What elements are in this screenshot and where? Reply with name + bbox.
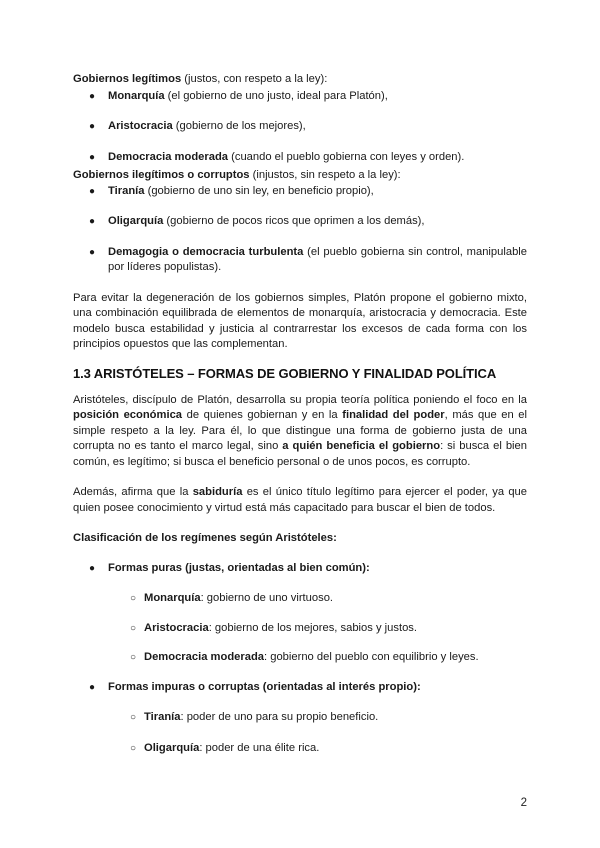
section-title: 1.3 ARISTÓTELES – FORMAS DE GOBIERNO Y FINALIDAD POLÍTICA	[73, 365, 497, 381]
document-page	[73, 72, 527, 756]
list-item: ● Formas puras (justas, orientadas al bien común):	[73, 561, 527, 577]
bullet-icon: ●	[89, 151, 96, 163]
list-item: ● Monarquía (el gobierno de uno justo, ideal para Platón),	[73, 89, 527, 105]
bullet-icon: ●	[89, 562, 96, 574]
circle-bullet-icon: ○	[130, 622, 137, 634]
list-item: ○ Democracia moderada: gobierno del pueblo con equilibrio y leyes.	[73, 650, 527, 666]
list-item: ● Demagogia o democracia turbulenta (el pueblo gobierna sin control, manipulable por líderes populistas).	[89, 245, 528, 273]
classification-heading: Clasificación de los regímenes según Aristóteles:	[73, 532, 337, 544]
paragraph-wisdom: Además, afirma que la sabiduría es el único título legítimo para ejercer el poder, ya que quien posee conocimiento y virtud está más capacitado para buscar el bien de todos.	[73, 486, 527, 514]
list-item: ● Tiranía (gobierno de uno sin ley, en beneficio propio),	[73, 184, 527, 200]
circle-bullet-icon: ○	[130, 593, 137, 604]
list-item: ○ Oligarquía: poder de una élite rica.	[73, 741, 527, 757]
legit-heading: Gobiernos legítimos (justos, con respeto a la ley):	[73, 73, 328, 85]
circle-bullet-icon: ○	[130, 652, 137, 663]
list-item: ○ Aristocracia: gobierno de los mejores, sabios y justos.	[73, 621, 527, 637]
paragraph-mixed-government: Para evitar la degeneración de los gobiernos simples, Platón propone el gobierno mixto, una combinación equilibrada de elementos de monarquía, aristocracia y democracia. Este modelo busca estabilidad y justicia al contrarrestar los excesos de cada forma con los principios opuestos que las complementan.	[73, 291, 527, 350]
list-item: ● Democracia moderada (cuando el pueblo gobierna con leyes y orden).	[73, 150, 527, 166]
bullet-icon: ●	[89, 121, 96, 132]
bullet-icon: ●	[89, 681, 96, 693]
paragraph-aristotle: Aristóteles, discípulo de Platón, desarrolla su propia teoría política poniendo el foco en la posición económica de quienes gobiernan y en la finalidad del poder, más que en el simple respeto a la ley. Para él, lo que distingue una forma de gobierno justa de una corrupta no es tanto el marco legal, sino a quién beneficia el gobierno: si busca el bien común, es legítimo; si busca el beneficio personal o de unos pocos, es corrupto.	[73, 393, 528, 468]
circle-bullet-icon: ○	[130, 712, 137, 723]
list-item: ● Formas impuras o corruptas (orientadas al interés propio):	[73, 680, 527, 696]
bullet-icon: ●	[89, 216, 96, 227]
list-item: ● Oligarquía (gobierno de pocos ricos que oprimen a los demás),	[73, 214, 527, 230]
list-item: ○ Monarquía: gobierno de uno virtuoso.	[73, 591, 527, 607]
circle-bullet-icon: ○	[130, 742, 137, 754]
illegit-heading: Gobiernos ilegítimos o corruptos (injustos, sin respeto a la ley):	[73, 169, 401, 181]
bullet-icon: ●	[89, 90, 96, 102]
page-number: 2	[520, 797, 527, 809]
list-item: ● Aristocracia (gobierno de los mejores),	[73, 119, 527, 135]
list-item: ○ Tiranía: poder de uno para su propio beneficio.	[73, 710, 527, 726]
bullet-icon: ●	[89, 246, 96, 258]
bullet-icon: ●	[89, 185, 96, 197]
